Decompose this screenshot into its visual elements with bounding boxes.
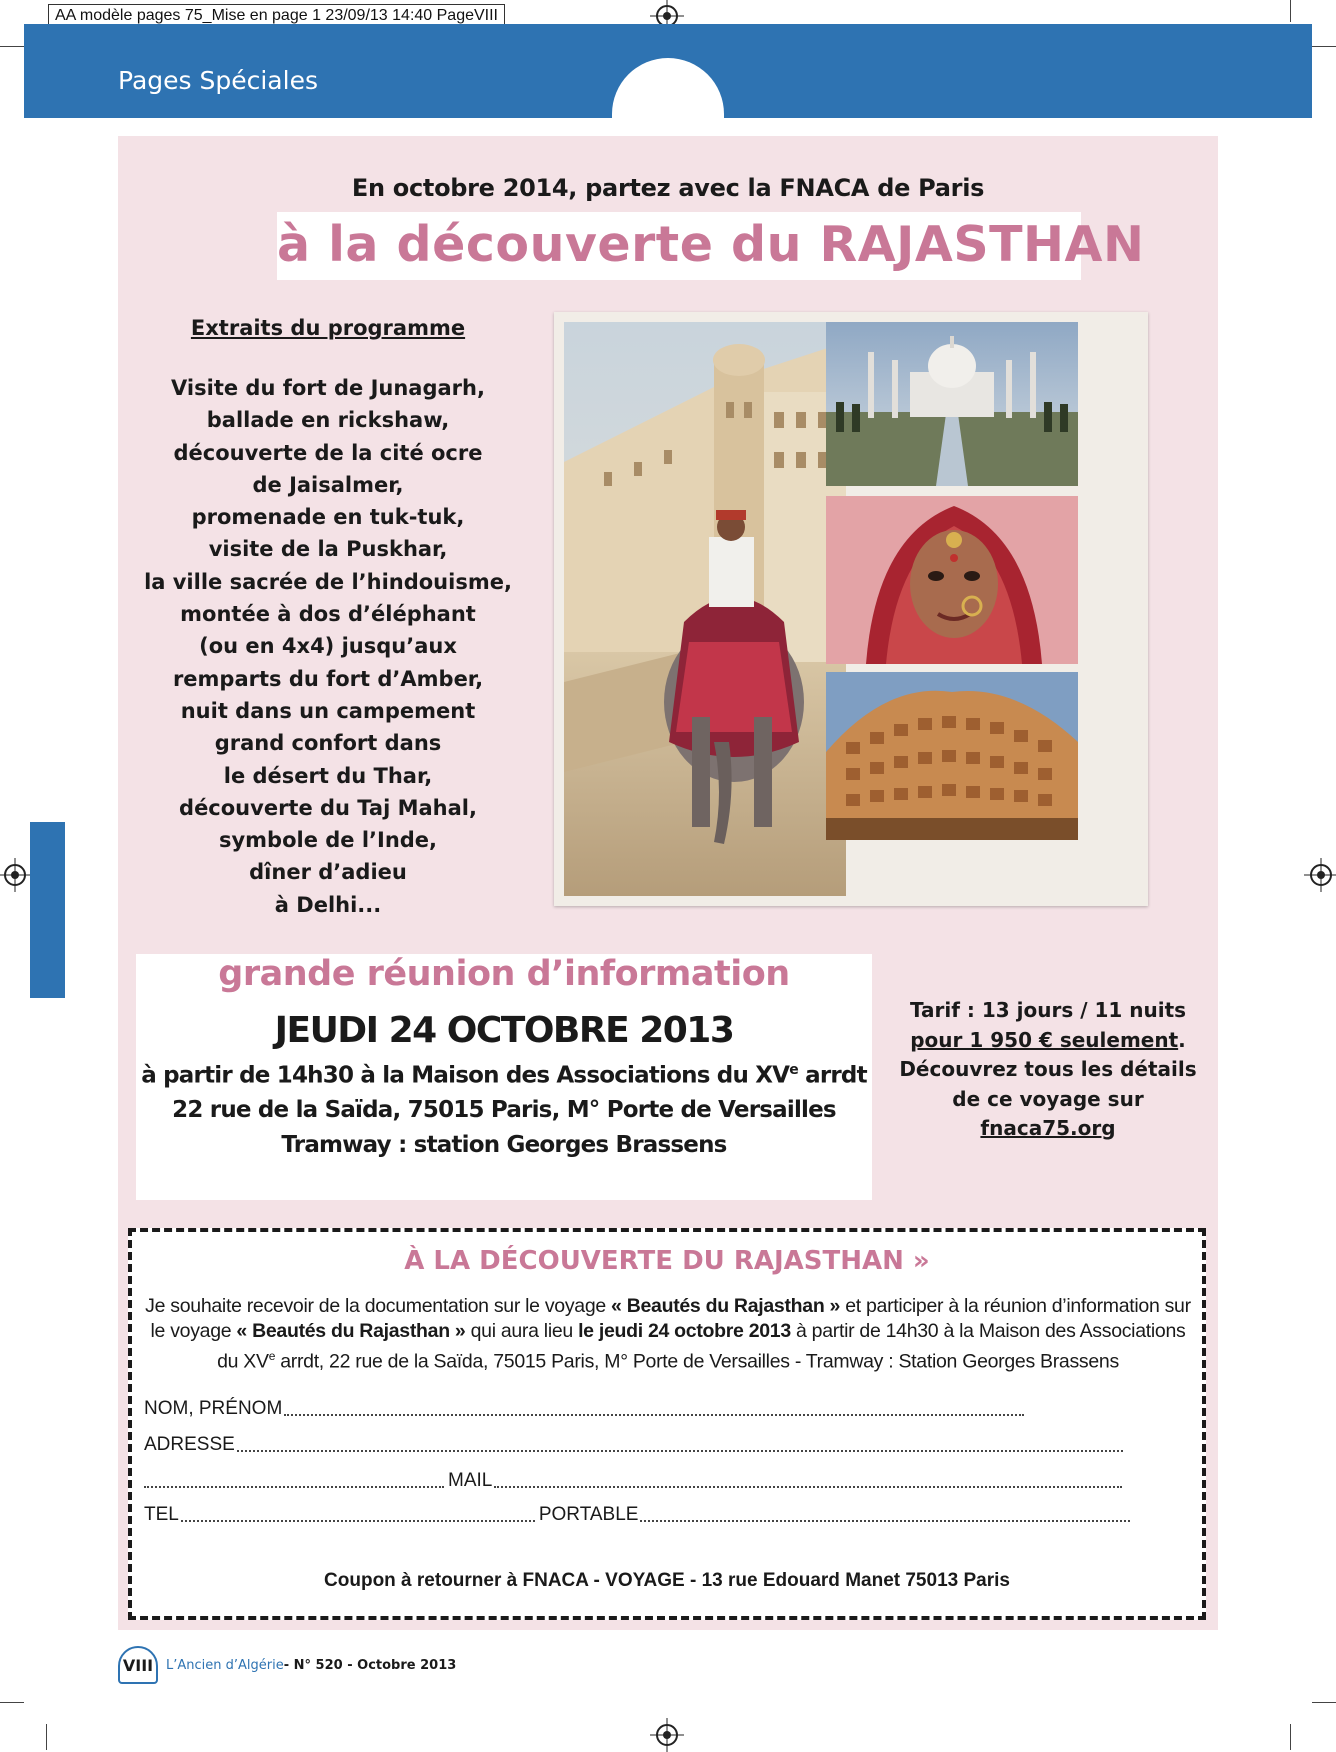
tarif-details-line: de ce voyage sur (952, 1086, 1144, 1111)
photo-collage (554, 312, 1148, 906)
programme-item: Visite du fort de Junagarh, (171, 376, 485, 400)
photo-rajasthani-woman (826, 496, 1078, 664)
meeting-heading: grande réunion d’information (218, 954, 790, 994)
reply-coupon (128, 1228, 1206, 1620)
crop-mark (1290, 0, 1291, 22)
programme-item: grand confort dans (214, 731, 442, 756)
programme-item: dîner d’adieu (249, 860, 407, 885)
main-title: à la découverte du RAJASTHAN (277, 216, 1145, 273)
tarif-details-line: Découvrez tous les détails (899, 1057, 1197, 1081)
tarif-block (888, 996, 1208, 1144)
publication-name: L’Ancien d’Algérie (166, 1657, 284, 1673)
programme-item: ballade en rickshaw, (206, 408, 450, 433)
coupon-text: Je souhaite recevoir de la documentation sur le voyage « Beautés du Rajasthan » et participer à la réunion d’information sur le voyage « Beautés du Rajasthan » qui aura lieu le jeudi 24 octobre 2013 à partir de 14h30 à la Maison des Associations du XVe arrdt, 22 rue de la Saïda, 75015 Paris, M° Porte de Versailles - Tramway : Station Georges Brassens (145, 1295, 1191, 1373)
programme-item: (ou en 4x4) jusqu’aux (199, 634, 457, 659)
programme-item: remparts du fort d’Amber, (172, 666, 484, 691)
name-field[interactable]: NOM, PRÉNOM (144, 1398, 1028, 1420)
programme-item: symbole de l’Inde, (218, 828, 438, 853)
crop-mark (0, 46, 24, 47)
crop-mark (46, 1724, 47, 1750)
programme-item: le désert du Thar, (223, 763, 433, 788)
intro-line: En octobre 2014, partez avec la FNACA de Paris (351, 174, 985, 202)
tarif-duration: Tarif : 13 jours / 11 nuits (909, 998, 1187, 1022)
coupon-title: À LA DÉCOUVERTE DU RAJASTHAN » (404, 1246, 930, 1276)
main-title-box (277, 212, 1145, 280)
registration-mark-icon (4, 864, 26, 886)
side-tab (30, 822, 65, 998)
page-number: VIII (118, 1646, 158, 1684)
tarif-price: pour 1 950 € seulement. (910, 1027, 1186, 1052)
meeting-time-venue: à partir de 14h30 à la Maison des Associations du XVe arrdt (141, 1062, 867, 1089)
issue-info: - N° 520 - Octobre 2013 (283, 1657, 457, 1673)
programme-item: à Delhi... (274, 892, 382, 917)
photo-hawa-mahal (826, 672, 1078, 840)
programme-heading: Extraits du programme (190, 316, 466, 340)
advert-panel (118, 136, 1218, 1630)
registration-mark-icon (1310, 864, 1332, 886)
programme-list (133, 372, 523, 921)
crop-mark (1312, 46, 1336, 47)
print-slug: AA modèle pages 75_Mise en page 1 23/09/13 14:40 PageVIII (48, 4, 505, 28)
programme-item: découverte du Taj Mahal, (179, 795, 477, 820)
programme-item: découverte de la cité ocre (173, 440, 483, 465)
crop-mark (0, 1702, 24, 1703)
photo-amber-fort-elephant (564, 322, 846, 896)
programme-item: la ville sacrée de l’hindouisme, (144, 569, 512, 594)
meeting-tramway: Tramway : station Georges Brassens (281, 1132, 727, 1158)
registration-mark-icon (656, 1724, 678, 1746)
programme-item: de Jaisalmer, (252, 472, 404, 497)
crop-mark (1312, 1702, 1336, 1703)
meeting-date: JEUDI 24 OCTOBRE 2013 (274, 1010, 734, 1051)
crop-mark (1290, 1724, 1291, 1750)
programme-item: nuit dans un campement (180, 698, 476, 723)
coupon-return-address: Coupon à retourner à FNACA - VOYAGE - 13 rue Edouard Manet 75013 Paris (324, 1570, 1010, 1591)
programme-item: visite de la Puskhar, (208, 537, 448, 562)
page-footer (118, 1645, 456, 1685)
meeting-address: 22 rue de la Saïda, 75015 Paris, M° Porte de Versailles (172, 1097, 836, 1123)
programme-item: montée à dos d’éléphant (180, 602, 476, 627)
phone-field[interactable]: TEL PORTABLE (144, 1504, 1134, 1526)
programme-item: promenade en tuk-tuk, (191, 505, 465, 530)
meeting-info-box (136, 954, 872, 1200)
website-link[interactable]: fnaca75.org (980, 1116, 1116, 1140)
mail-field[interactable]: MAIL (144, 1470, 1126, 1492)
section-title: Pages Spéciales (118, 66, 318, 95)
photo-taj-mahal (826, 322, 1078, 486)
address-field[interactable]: ADRESSE (144, 1434, 1127, 1456)
